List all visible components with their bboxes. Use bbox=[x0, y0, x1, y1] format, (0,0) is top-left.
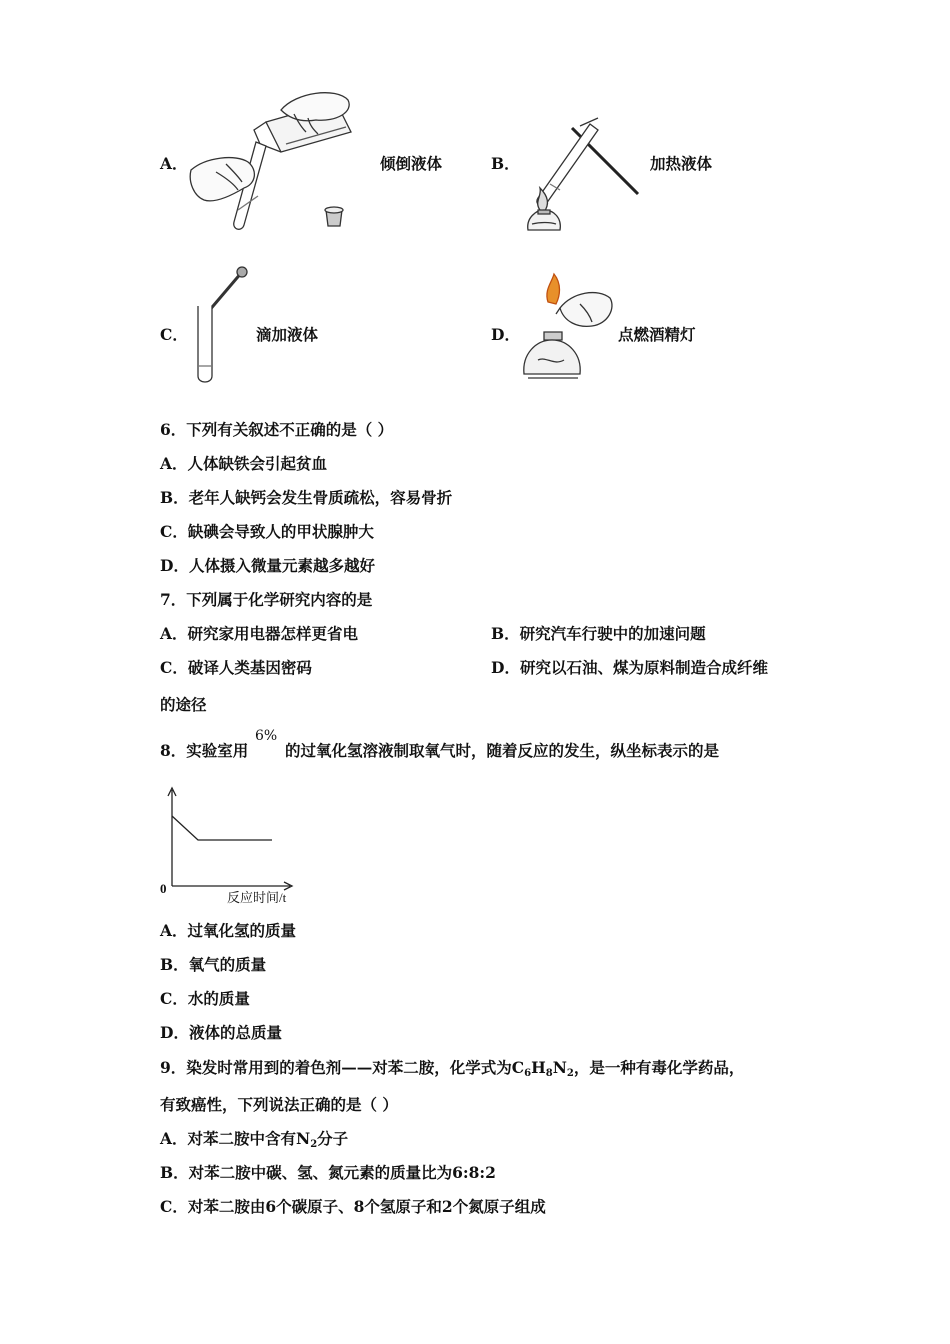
graph-curve bbox=[172, 816, 272, 840]
option-d-letter: D． bbox=[491, 325, 520, 344]
question-8-stem-end: 的过氧化氢溶液制取氧气时，随着反应的发生，纵坐标表示的是 bbox=[285, 741, 720, 760]
question-9-option-b: B．对苯二胺中碳、氢、氮元素的质量比为6:8:2 bbox=[160, 1163, 496, 1182]
option-a-label: 倾倒液体 bbox=[380, 154, 443, 173]
question-8-option-d: D．液体的总质量 bbox=[160, 1023, 282, 1042]
question-6-option-b: B．老年人缺钙会发生骨质疏松，容易骨折 bbox=[160, 488, 453, 507]
question-6-option-c: C．缺碘会导致人的甲状腺肿大 bbox=[160, 522, 374, 541]
question-8-option-b: B．氧气的质量 bbox=[160, 955, 267, 974]
dropping-liquid-illustration bbox=[190, 266, 250, 386]
chemical-formula: $C_6H_8N_2$ bbox=[511, 1058, 574, 1079]
graph-x-axis-label: 反应时间/t bbox=[227, 890, 287, 905]
question-7-option-c: C．破译人类基因密码 bbox=[160, 658, 312, 677]
question-7-option-a: A．研究家用电器怎样更省电 bbox=[160, 624, 359, 643]
question-7-option-b: B．研究汽车行驶中的加速问题 bbox=[491, 624, 706, 643]
question-8-option-c: C．水的质量 bbox=[160, 989, 250, 1008]
question-7-option-d-continuation: 的途径 bbox=[160, 695, 207, 714]
option-d-label: 点燃酒精灯 bbox=[618, 325, 696, 344]
option-a-letter: A． bbox=[160, 154, 188, 173]
pouring-liquid-illustration bbox=[186, 92, 356, 232]
question-9-stem-line2: 有致癌性，下列说法正确的是（ ） bbox=[160, 1095, 398, 1114]
heating-liquid-illustration bbox=[520, 118, 640, 234]
option-b-label: 加热液体 bbox=[650, 154, 713, 173]
lighting-alcohol-lamp-illustration bbox=[520, 274, 620, 382]
question-6-option-a: A．人体缺铁会引起贫血 bbox=[160, 454, 328, 473]
option-c-letter: C． bbox=[160, 325, 188, 344]
concentration-value: 6% bbox=[255, 728, 278, 744]
question-9-option-a: A．对苯二胺中含有$N_2$分子 bbox=[160, 1129, 349, 1150]
graph-origin-label: 0 bbox=[160, 881, 167, 896]
option-b-letter: B． bbox=[491, 154, 520, 173]
option-c-label: 滴加液体 bbox=[256, 325, 319, 344]
question-8-option-a: A．过氧化氢的质量 bbox=[160, 921, 297, 940]
question-7-option-d: D．研究以石油、煤为原料制造合成纤维 bbox=[491, 658, 768, 677]
question-7-stem: 7．下列属于化学研究内容的是 bbox=[160, 590, 373, 609]
question-9-stem-line1: 9．染发时常用到的着色剂——对苯二胺，化学式为$C_6H_8N_2$，是一种有毒化学药品， bbox=[160, 1058, 745, 1079]
question-6-stem: 6．下列有关叙述不正确的是（ ） bbox=[160, 420, 394, 439]
question-6-option-d: D．人体摄入微量元素越多越好 bbox=[160, 556, 375, 575]
question-9-option-c: C．对苯二胺由6个碳原子、8个氢原子和2个氮原子组成 bbox=[160, 1197, 546, 1216]
question-8-stem-start: 8．实验室用 bbox=[160, 741, 249, 760]
